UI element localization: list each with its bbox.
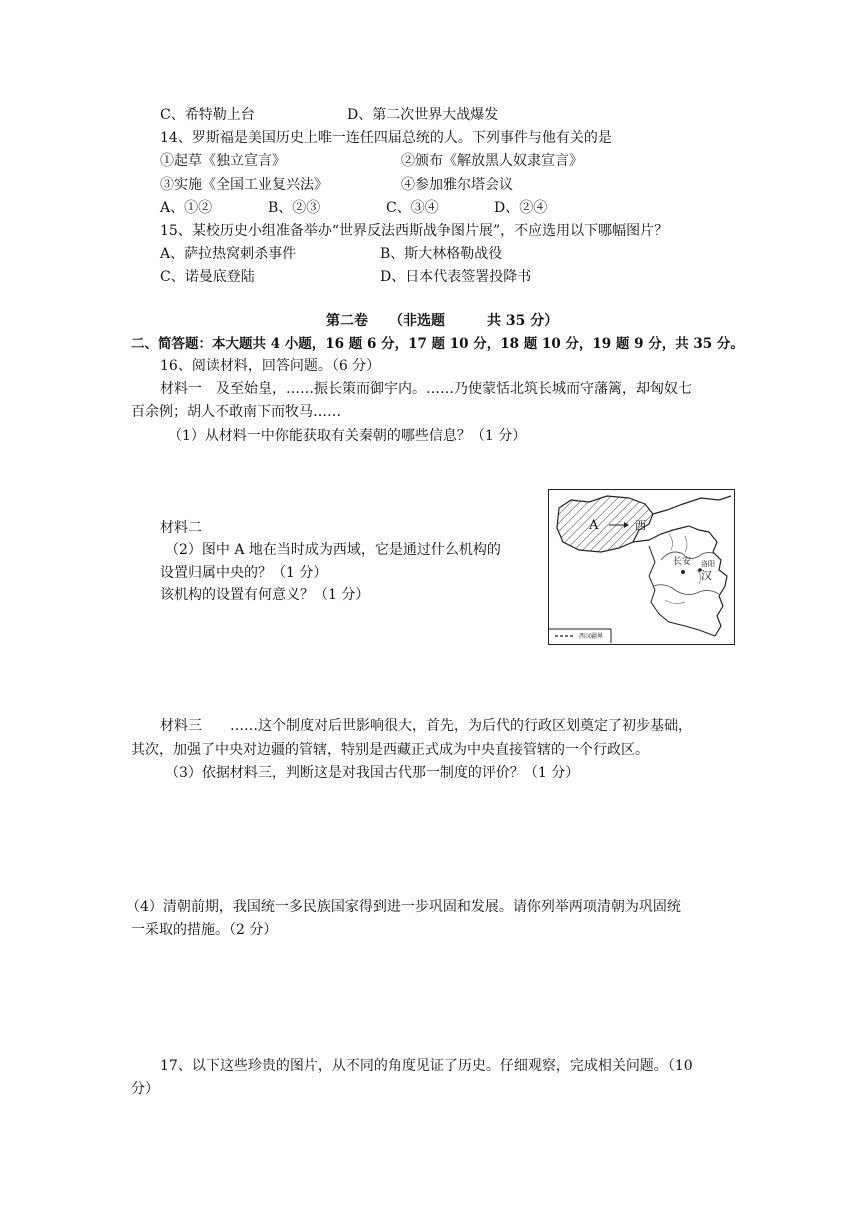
q13-option-d: D、第二次世界大战爆发 [347, 107, 499, 123]
q14-item-1: ①起草《独立宣言》 [160, 153, 286, 169]
q16-sub2-line3: 该机构的设置有何意义？（1 分） [160, 587, 370, 603]
q14-item-3: ③实施《全国工业复兴法》 [160, 177, 328, 193]
map-boundary-north [653, 496, 731, 514]
q14-item-4: ④参加雅尔塔会议 [401, 177, 513, 193]
q16-material3-line1: 材料三 ……这个制度对后世影响很大，首先，为后代的行政区划奠定了初步基础， [160, 718, 692, 734]
q14-option-b: B、②③ [268, 200, 321, 216]
q13-option-c: C、希特勒上台 [160, 107, 255, 123]
part2-title: 第二卷 （非选题 共 35 分） [326, 313, 559, 329]
q17-stem-line2: 分） [131, 1081, 159, 1097]
q16-sub4-line2: 一采取的措施。（2 分） [131, 922, 278, 938]
q15-option-c: C、诺曼底登陆 [160, 269, 255, 285]
q15-option-a: A、萨拉热窝刺杀事件 [160, 246, 297, 262]
q15-stem: 15、某校历史小组准备举办“世界反法西斯战争图片展”，不应选用以下哪幅图片？ [160, 223, 669, 239]
q16-stem: 16、阅读材料，回答问题。（6 分） [160, 358, 381, 374]
map-legend-text: 西汉疆界 [579, 633, 604, 640]
q16-sub1: （1）从材料一中你能获取有关秦朝的哪些信息？（1 分） [168, 428, 527, 444]
yangtze-river [653, 585, 719, 595]
western-han-map [548, 489, 735, 645]
q14-item-2: ②颁布《解放黑人奴隶宣言》 [401, 153, 583, 169]
q14-option-c: C、③④ [386, 200, 439, 216]
map-label-changan: 长安 [673, 557, 692, 567]
q15-option-b: B、斯大林格勒战役 [380, 246, 503, 262]
q16-material3-line2: 其次，加强了中央对边疆的管辖，特别是西藏正式成为中央直接管辖的一个行政区。 [131, 742, 649, 758]
q16-material2-label: 材料二 [160, 520, 202, 536]
q16-sub4-line1: （4）清朝前期，我国统一多民族国家得到进一步巩固和发展。请你列举两项清朝为巩固统 [126, 899, 681, 915]
q16-material1-line1: 材料一 及至始皇，……振长策而御宇内。……乃使蒙恬北筑长城而守藩篱，却匈奴七 [160, 381, 692, 397]
map-label-han: 汉 [701, 569, 712, 582]
section-heading: 二、简答题：本大题共 4 小题，16 题 6 分，17 题 10 分，18 题 10 分，19 题 9 分，共 35 分。 [131, 336, 744, 352]
q16-sub2-line2: 设置归属中央的？（1 分） [160, 565, 328, 581]
q17-stem-line1: 17、以下这些珍贵的图片，从不同的角度见证了历史。仔细观察，完成相关问题。（10 [160, 1058, 693, 1074]
q14-option-a: A、①② [160, 200, 213, 216]
q16-material1-line2: 百余例；胡人不敢南下而牧马…… [131, 404, 341, 420]
q14-stem: 14、罗斯福是美国历史上唯一连任四届总统的人。下列事件与他有关的是 [160, 130, 612, 146]
map-label-a: A [589, 518, 599, 533]
q16-sub3: （3）依据材料三，判断这是对我国古代那一制度的评价？（1 分） [165, 765, 580, 781]
map-label-xi: 西 [635, 519, 646, 532]
map-label-luoyang: 洛阳 [701, 560, 715, 568]
q15-option-d: D、日本代表签署投降书 [380, 269, 532, 285]
q14-option-d: D、②④ [494, 200, 548, 216]
q16-sub2-line1: （2）图中 A 地在当时成为西域，它是通过什么机构的 [165, 542, 501, 558]
